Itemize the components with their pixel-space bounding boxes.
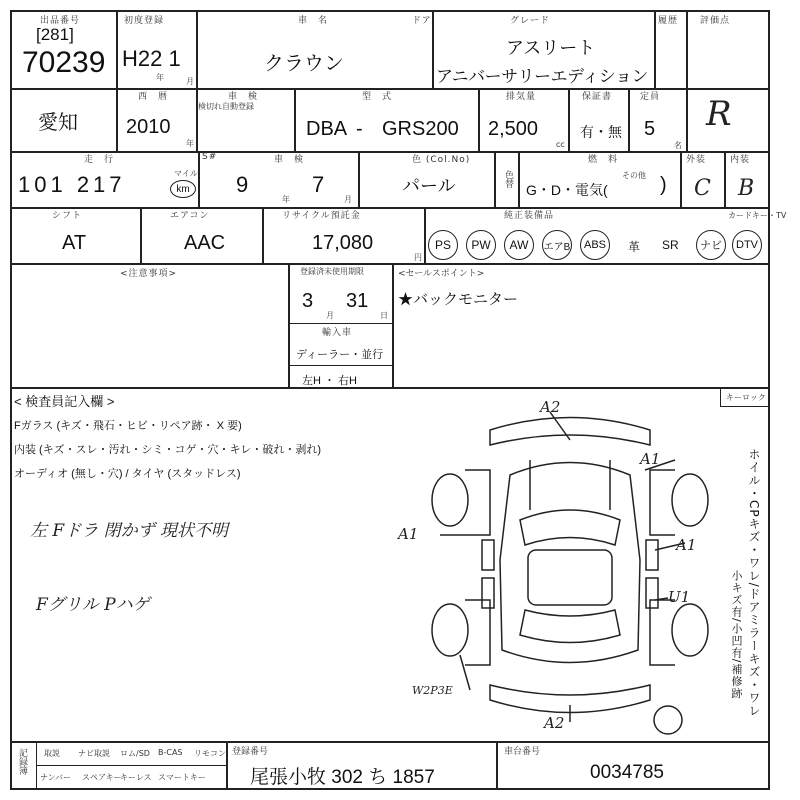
- footer-smart-key: スマートキー: [158, 773, 206, 782]
- roof: [528, 550, 612, 605]
- equip-abs: ABS: [580, 230, 610, 260]
- reg-day-unit: 日: [380, 311, 388, 320]
- divider: [358, 151, 360, 207]
- divider: [720, 387, 721, 407]
- door-rl: [482, 578, 494, 608]
- mileage-unit-mile: マイル: [174, 169, 198, 178]
- fuel-label: 燃 料: [588, 155, 619, 165]
- inspection-label: 車 検: [228, 92, 259, 102]
- ac-label: エアコン: [170, 211, 210, 221]
- mileage-unit: km: [170, 180, 196, 198]
- fender-fl: [465, 470, 490, 535]
- fender-fr: [650, 470, 675, 535]
- import-label: 輸入車: [322, 328, 353, 338]
- inspector-title: < 検査員記入欄 >: [14, 394, 115, 409]
- footer-navi-manual: ナビ取説: [78, 749, 110, 758]
- capacity-unit: 名: [674, 141, 682, 150]
- divider: [226, 741, 228, 788]
- mark-front: A2: [540, 398, 561, 416]
- first-reg-month-unit: 月: [186, 77, 194, 86]
- wheel-fl: [432, 474, 468, 526]
- door-fr: [646, 540, 658, 570]
- key-lock-label: キーロック: [726, 393, 766, 402]
- mark-right: A1: [676, 536, 697, 554]
- divider: [294, 88, 296, 151]
- equip-airbag: エアB: [542, 230, 572, 260]
- row2-bottom: [10, 151, 770, 153]
- divider: [262, 207, 264, 263]
- history-label: 履歴: [658, 16, 679, 26]
- footer-bcas: B-CAS: [158, 748, 183, 757]
- mark-rear: A2: [544, 714, 565, 732]
- sales-label: <セールスポイント>: [398, 269, 485, 279]
- capacity: 5: [644, 118, 656, 140]
- year-label: 西 暦: [138, 92, 169, 102]
- fuel-other: その他: [622, 171, 646, 180]
- hood-lines: [530, 460, 610, 510]
- year: 2010: [126, 116, 171, 138]
- reg-month-unit: 月: [326, 311, 334, 320]
- divider: [288, 323, 392, 324]
- mark-left: A1: [398, 525, 419, 543]
- divider: [36, 765, 226, 766]
- divider: [724, 151, 726, 207]
- side-notes: ホイル・CPキズ・ワレ/ドアミラーキズ・ワレ: [747, 448, 761, 718]
- divider: [568, 88, 570, 151]
- rear-window: [520, 610, 620, 643]
- divider: [720, 406, 770, 407]
- color: パール: [402, 176, 456, 196]
- equip-ps: PS: [428, 230, 458, 260]
- chassis-label: 車台番号: [504, 747, 541, 757]
- insp-month-unit: 月: [344, 195, 352, 204]
- mark-rear-left: W2P3E: [412, 684, 453, 697]
- recycle-label: リサイクル預託金: [282, 211, 361, 221]
- equip-sr: SR: [662, 238, 679, 252]
- divider: [628, 88, 630, 151]
- divider: [116, 10, 118, 88]
- lot-sub: [281]: [36, 25, 74, 44]
- fender-rl: [465, 600, 490, 665]
- reg-day: 31: [346, 290, 369, 312]
- note-grille: Fグリル Pハゲ: [36, 595, 150, 615]
- door-label: ドア: [412, 16, 432, 26]
- divider: [36, 741, 37, 788]
- caution-label: <注意事項>: [120, 269, 178, 279]
- interior-grade: B: [738, 176, 755, 201]
- reg-label: 登録済未使用期限: [300, 267, 364, 276]
- ac: AAC: [184, 232, 226, 254]
- records-label: 記録簿: [17, 748, 27, 775]
- dealer: ディーラー・並行: [296, 349, 384, 361]
- region: 愛知: [38, 112, 78, 134]
- grade-line2: アニバーサリーエディション: [436, 67, 648, 86]
- first-reg: H22 1: [122, 46, 181, 71]
- first-reg-year-unit: 年: [156, 73, 164, 82]
- equip-navi: ナビ: [696, 230, 726, 260]
- insp-month: 7: [312, 172, 325, 197]
- steering: 左H ・ 右H: [302, 375, 357, 387]
- first-reg-label: 初度登録: [124, 16, 165, 26]
- equip-dtv: DTV: [732, 230, 762, 260]
- recycle-unit: 円: [414, 253, 422, 262]
- recycle: 17,080: [312, 232, 374, 254]
- door-rr: [646, 578, 658, 608]
- divider: [288, 263, 290, 387]
- insp-year: 9: [236, 172, 249, 197]
- displacement: 2,500: [488, 118, 539, 140]
- interior-label: 内装: [730, 155, 751, 165]
- footer-plate: ナンバー: [40, 773, 72, 782]
- chassis-number: 0034785: [590, 762, 664, 783]
- divider: [288, 365, 392, 366]
- divider: [424, 207, 426, 263]
- equip-pw: PW: [466, 230, 496, 260]
- card-label: カードキー・TV: [728, 211, 787, 220]
- divider: [116, 88, 118, 151]
- plate-number: 尾張小牧 302 ち 1857: [250, 767, 435, 788]
- divider: [478, 88, 480, 151]
- vehicle-label: 車 検: [274, 155, 305, 165]
- insp-year-unit: 年: [282, 195, 290, 204]
- note-door: 左 Fドラ 閉かず 現状不明: [30, 521, 229, 541]
- lot-label: 出品番号: [40, 16, 81, 26]
- exterior-label: 外装: [686, 155, 707, 165]
- divider: [494, 151, 496, 207]
- capacity-label: 定員: [640, 92, 661, 102]
- model-dash: -: [356, 118, 363, 140]
- score: R: [706, 94, 732, 134]
- grade-label: グレード: [510, 16, 551, 26]
- windshield: [520, 510, 620, 545]
- front-bumper: [490, 418, 650, 446]
- warranty: 有・無: [580, 124, 622, 140]
- footer-spare-key: スペアキー: [82, 773, 122, 782]
- mileage-label: 走 行: [84, 155, 115, 165]
- divider: [686, 10, 688, 151]
- divider: [392, 263, 394, 387]
- equip-aw: AW: [504, 230, 534, 260]
- mark-right-rear: U1: [668, 588, 691, 606]
- grade-line1: アスリート: [506, 38, 596, 58]
- model-label: 型 式: [362, 92, 393, 102]
- wheel-rr: [672, 604, 708, 656]
- recolor-label: 色替: [503, 170, 513, 188]
- border-left: [10, 10, 12, 790]
- equipment-label: 純正装備品: [504, 211, 555, 221]
- score-label: 評価点: [700, 16, 731, 26]
- equip-leather: 革: [628, 240, 641, 254]
- border-top: [10, 10, 770, 12]
- leader-rear-left: [460, 655, 470, 690]
- divider: [680, 151, 682, 207]
- divider: [196, 88, 198, 151]
- fuel-close: ): [660, 174, 667, 196]
- footer-remote: リモコン: [194, 749, 226, 758]
- divider: [654, 10, 656, 88]
- warranty-label: 保証書: [582, 92, 613, 102]
- car-diagram: [420, 400, 720, 740]
- divider: [496, 741, 498, 788]
- displacement-unit: cc: [556, 140, 565, 149]
- s-label: S#: [202, 152, 218, 162]
- row3-bottom: [10, 207, 770, 209]
- model-code: GRS200: [382, 118, 459, 140]
- border-right: [768, 10, 770, 790]
- divider: [432, 10, 434, 88]
- plate-label: 登録番号: [232, 747, 269, 757]
- row5-bottom: [10, 387, 770, 389]
- footer-keyless: キーレス: [120, 773, 152, 782]
- wheel-fr: [672, 474, 708, 526]
- mark-front-right: A1: [640, 450, 661, 468]
- footer-rom: ロム/SD: [120, 749, 150, 758]
- divider: [140, 207, 142, 263]
- glass-line: Fガラス (キズ・飛石・ヒビ・リペア跡・ X 要): [14, 420, 242, 432]
- reg-month: 3: [302, 290, 314, 312]
- shift: AT: [62, 232, 87, 254]
- lot-number: 70239: [22, 46, 106, 79]
- sales-point: ★バックモニター: [398, 291, 519, 308]
- mileage: 101 217: [18, 172, 126, 197]
- color-label: 色 (Col.No): [412, 155, 471, 165]
- car-name: クラウン: [264, 53, 344, 75]
- divider: [518, 151, 520, 207]
- interior-line: 内装 (キズ・スレ・汚れ・シミ・コゲ・穴・キレ・破れ・剥れ): [14, 444, 322, 456]
- divider: [196, 10, 198, 88]
- displacement-label: 排気量: [506, 92, 537, 102]
- fender-rr: [650, 600, 675, 665]
- shift-label: シフト: [52, 211, 83, 221]
- inspection-sub: 検切れ自動登録: [198, 102, 254, 111]
- door-fl: [482, 540, 494, 570]
- model-prefix: DBA: [306, 118, 348, 140]
- spare-tire: [654, 706, 682, 734]
- year-unit: 年: [186, 139, 194, 148]
- audio-line: オーディオ (無し・穴) / タイヤ (スタッドレス): [14, 468, 241, 480]
- fuel: G・D・電気(: [526, 182, 608, 198]
- row4-bottom: [10, 263, 770, 265]
- footer-top: [10, 741, 770, 743]
- side-notes-2: 小キズ有/小凹有/補修跡: [730, 570, 743, 700]
- divider: [198, 151, 200, 207]
- name-label: 車 名: [298, 16, 329, 26]
- wheel-rl: [432, 604, 468, 656]
- footer-manual: 取説: [44, 749, 60, 758]
- exterior-grade: C: [694, 176, 711, 201]
